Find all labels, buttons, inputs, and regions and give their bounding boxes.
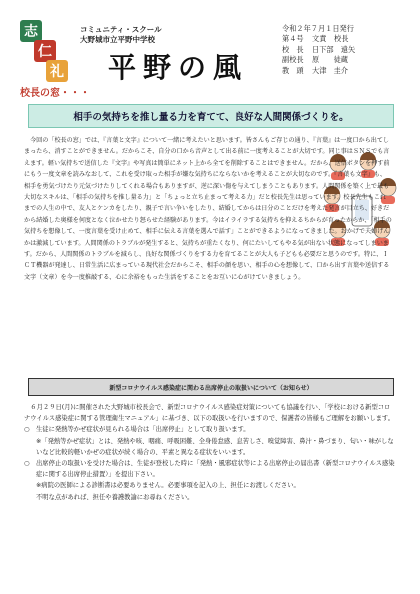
covid-note-2: ※病院の医師による診断書は必要ありません。必要事項を記入の上、担任にお渡しください。	[36, 482, 300, 490]
logo-char-shi: 志	[20, 20, 42, 42]
school-logo	[20, 18, 68, 80]
principal-article-text: 今回の「校長の窓」では、『言葉と文字』について一緒に考えたいと思います。皆さんもご存じの通り、『言葉』は一度口から出てしまったら、消すことができません。だからこそ、自分の口から音声として出る前に一度考えることが大切です。同じ事はＳＮＳでも言えます。軽い気持ちで送信した『文字』や写真は簡単にネット上から全てを削除することはできません。だから、送信ボタンを押す前にもう一度文章を読みなおして、これを受け取った相手が嫌な気持ちにならないかを考えることが大切なのです。『言葉も文字』も、相手を勇気づけたり元気づけたりしてくれる場合もありますが、逆に深い傷を与えてしまうこともあります。人間関係を築く上で最も大切なスキルは、「相手の気持ちを推し量る力」と「ちょっと立ち止まって考える力」だと校長先生は思っています。校長先生もこれまでの人生の中で、友人とケンカをしたり、親子で言い争いをしたり、結婚してからは日分のことだけを考えた発言が目立ち、好きだから結婚した奥様を何度となく泣かせたり怒らせた経験があります。今はイライラする気持ちを抑えるちからが育ったからか、「相手の気持ちを想像して、一度言葉を受け止めて、相手に伝える言葉を選んで話す」ことができるようになってきました。おかげで夫婦げんかは激減しています。人間関係のトラブルが発生すると、気持ちが重たくなり、何にたいしてもやる気が出ない状態になってしまいます。だから、人間関係のトラブルを減らし、良好な関係づくりをする力を育てることが大人も子どもも必要だと思うのです。特に、ＩＣＴ機器が発達し、日常生活に広まっている現代社会だからこそ、相手の顔を思い、相手の心を想像して、口から出す言葉や送信する文字（文章）を今一度推敲する、心に余裕をもった生活をすることをお互いに心がけていきましょう。	[24, 137, 392, 281]
community-school-label: コミュニティ・スクール	[80, 25, 162, 34]
issue-role: 文責	[312, 34, 327, 44]
covid-item-2-text: 出席停止の取扱いを受けた場合は、生徒が登校した時に「発熱・風邪症状等による出席停止の届出書（新型コロナウイルス感染症に関する出席停止措置）」を提出下さい。	[36, 460, 395, 479]
newsletter-title: 平野の風	[108, 51, 249, 84]
bullet-mark: ○	[24, 426, 30, 434]
principal-corner-heading: 校長の窓・・・	[20, 88, 90, 99]
staff-name: 大津 圭介	[312, 65, 348, 75]
covid-item-2	[24, 458, 396, 480]
covid-intro: ６月２９日(月)に開催された大野城市校長会で、新型コロナウイルス感染症対策についても協議を行い、「学校における新型コロナウイルス感染症に関する管理衛生マニュアル」に基づき、以下の取扱いを行いますので、保護者の皆様もご理解をお願いします。	[24, 404, 395, 423]
covid-notice	[24, 402, 396, 503]
principal-article	[24, 135, 392, 283]
issue-row	[282, 34, 355, 44]
logo-char-rei: 礼	[46, 60, 68, 82]
covid-note-3: 不明な点があれば、担任や養護教諭にお尋ねください。	[36, 493, 194, 501]
staff-row	[282, 45, 355, 55]
issue-person: 校長	[334, 34, 349, 44]
issue-info	[282, 24, 355, 76]
logo-char-jin: 仁	[34, 40, 56, 62]
covid-note: ※「発熱等かぜ症状」とは、発熱や咳、咽痛、呼吸困難、全身倦怠感、息苦しさ、嗅覚障害、鼻汁・鼻づまり、匂い・味がしないなど比較的軽いかぜの症状が続く場合の、平素と異なる症状をいいます。	[36, 437, 394, 456]
school-name-block	[80, 25, 162, 45]
staff-row	[282, 55, 355, 65]
staff-name: 日下部 遠矢	[312, 44, 356, 54]
covid-item-1-text: 生徒に発熱等かぜ症状が見られる場合は「出席停止」として取り扱います。	[36, 426, 250, 434]
principal-banner: 相手の気持ちを推し量る力を育てて、良好な人間関係づくりを。	[28, 104, 394, 128]
issue-number: 第４号	[282, 34, 304, 44]
staff-row	[282, 66, 355, 76]
school-name: 大野城市立平野中学校	[80, 35, 155, 44]
staff-name: 原 徒蔵	[312, 55, 348, 65]
staff-role: 校 長	[282, 44, 304, 54]
covid-item-1	[24, 424, 396, 435]
covid-section-header: 新型コロナウイルス感染症に関わる出席停止の取扱いについて（お知らせ）	[28, 378, 394, 396]
bullet-mark: ○	[24, 460, 30, 468]
staff-role: 副校長	[282, 55, 304, 65]
issue-date: 令和２年７月１日発行	[282, 24, 354, 33]
staff-role: 教 頭	[282, 65, 304, 75]
